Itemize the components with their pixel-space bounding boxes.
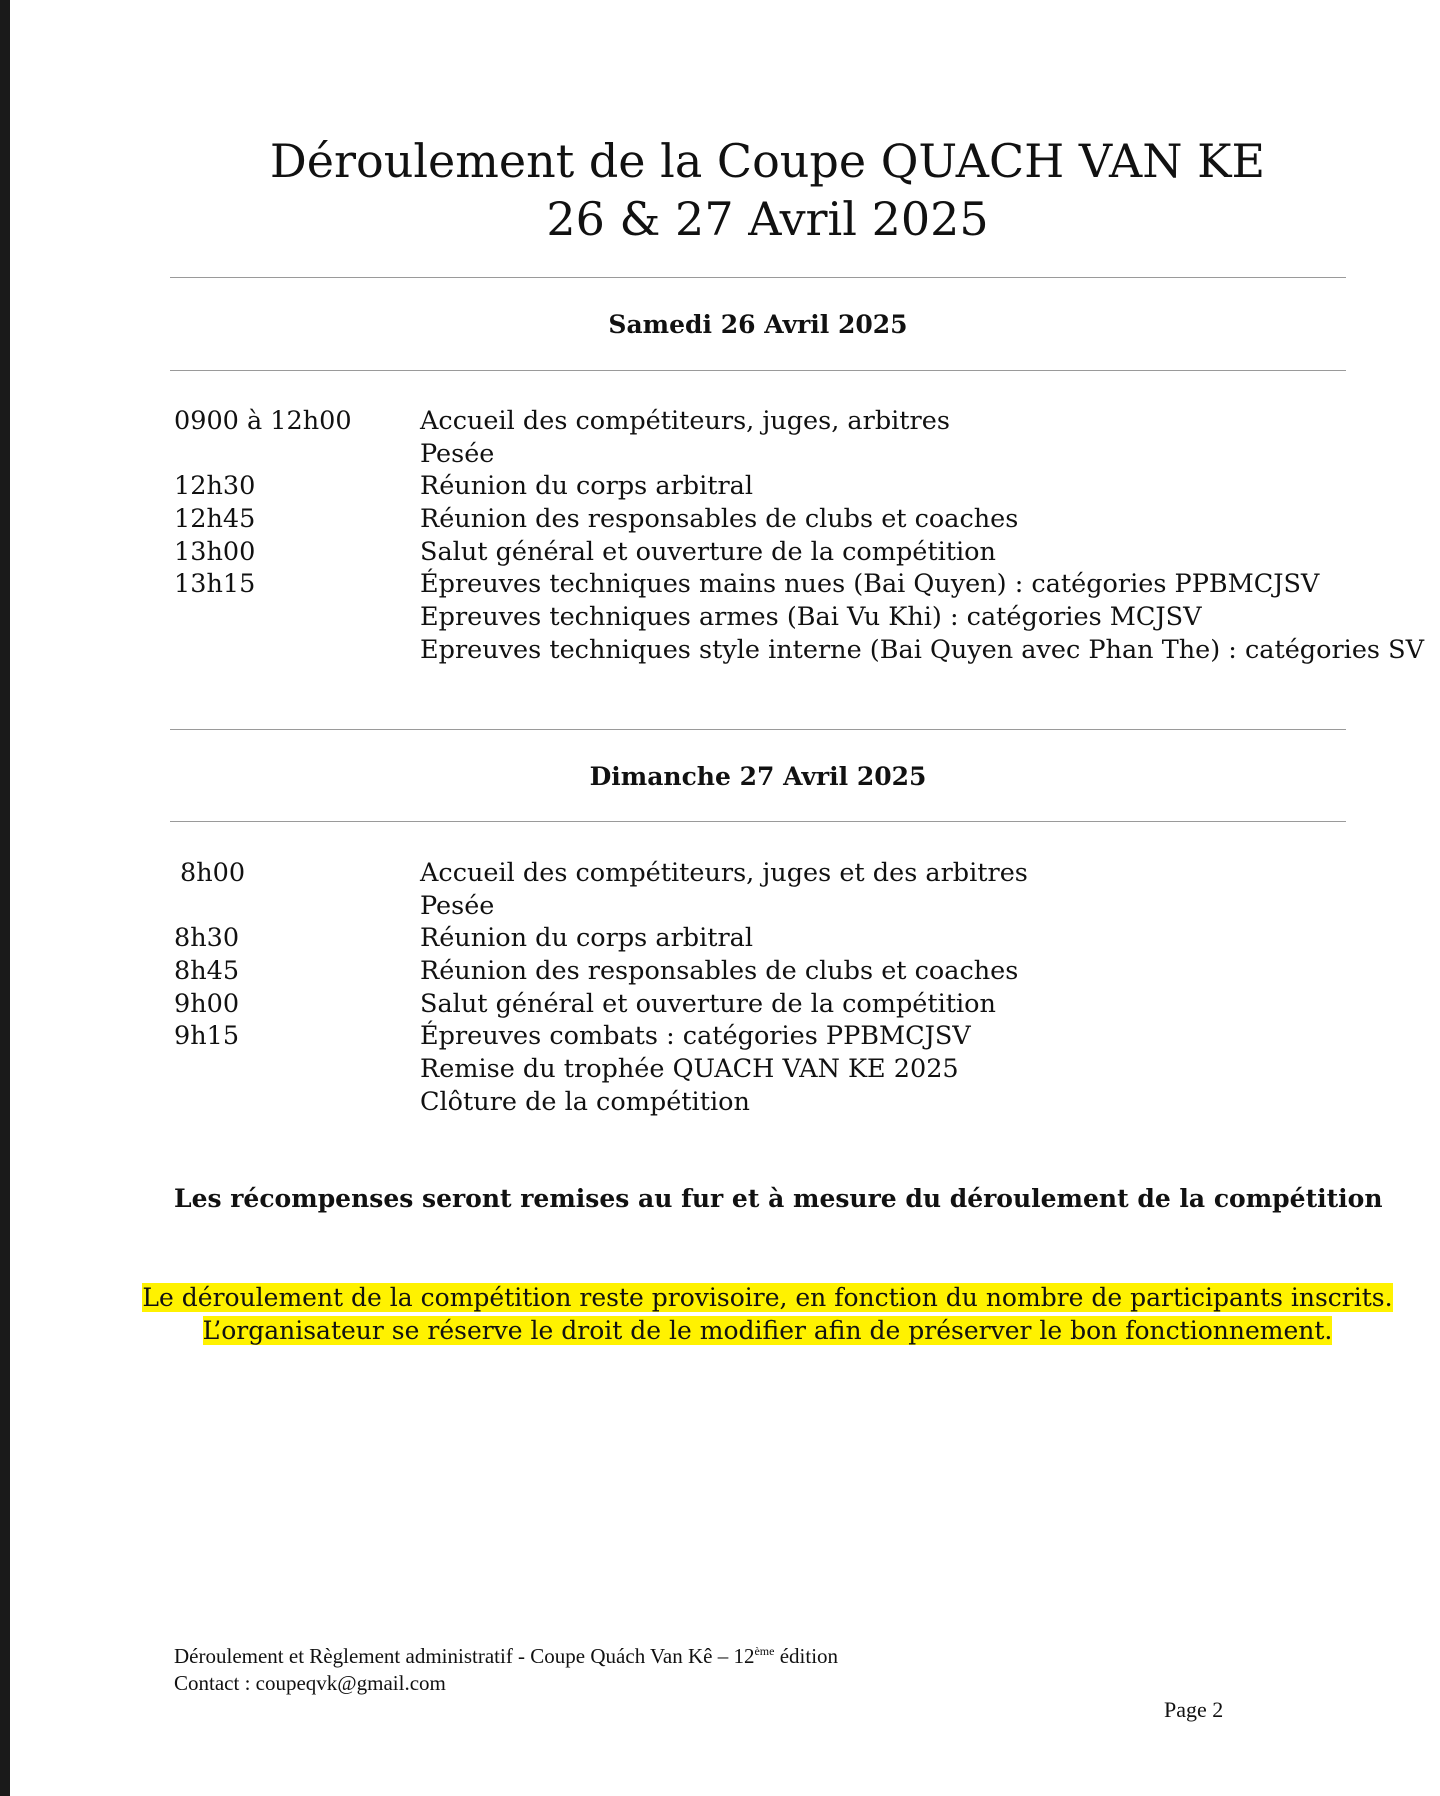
schedule-row	[10, 503, 1440, 536]
schedule-activity: Remise du trophée QUACH VAN KE 2025	[420, 1054, 959, 1085]
sunday-schedule	[10, 857, 1440, 1119]
schedule-activity: Epreuves techniques armes (Bai Vu Khi) : catégories MCJSV	[420, 602, 1202, 633]
footer-ordinal-suffix: ème	[754, 1644, 775, 1658]
rewards-note: Les récompenses seront remises au fur et à mesure du déroulement de la compétition	[174, 1184, 1383, 1213]
schedule-activity: Épreuves techniques mains nues (Bai Quyen) : catégories PPBMCJSV	[420, 569, 1320, 600]
schedule-activity: Réunion du corps arbitral	[420, 923, 754, 954]
schedule-row	[10, 857, 1440, 890]
schedule-activity: Clôture de la compétition	[420, 1086, 750, 1117]
page-footer	[174, 1643, 838, 1697]
schedule-row	[10, 1020, 1440, 1053]
schedule-activity: Réunion des responsables de clubs et coaches	[420, 504, 1019, 535]
schedule-row	[10, 568, 1440, 601]
schedule-time: 13h00	[174, 536, 256, 567]
schedule-row	[10, 536, 1440, 569]
divider	[170, 729, 1346, 730]
disclaimer-line-1: Le déroulement de la compétition reste provisoire, en fonction du nombre de participants inscrits.	[142, 1283, 1393, 1312]
schedule-row	[10, 1053, 1440, 1086]
schedule-activity: Salut général et ouverture de la compétition	[420, 988, 996, 1019]
footer-title: Déroulement et Règlement administratif - Coupe Quách Van Kê – 12	[174, 1644, 755, 1668]
schedule-activity: Pesée	[420, 438, 495, 469]
schedule-row	[10, 470, 1440, 503]
divider	[170, 277, 1346, 278]
provisional-disclaimer	[10, 1282, 1440, 1347]
page-number: Page 2	[1164, 1697, 1224, 1722]
schedule-activity: Accueil des compétiteurs, juges, arbitres	[420, 406, 950, 436]
schedule-activity: Accueil des compétiteurs, juges et des arbitres	[420, 858, 1028, 888]
schedule-time: 8h00	[180, 858, 246, 888]
document-page	[10, 0, 1440, 1796]
title-line-1: Déroulement de la Coupe QUACH VAN KE	[269, 134, 1266, 188]
divider	[170, 370, 1346, 371]
schedule-row	[10, 922, 1440, 955]
saturday-heading: Samedi 26 Avril 2025	[608, 310, 908, 339]
schedule-row	[10, 890, 1440, 923]
schedule-activity: Réunion des responsables de clubs et coaches	[420, 956, 1019, 987]
title-line-2: 26 & 27 Avril 2025	[546, 192, 989, 246]
schedule-activity: Épreuves combats : catégories PPBMCJSV	[420, 1021, 971, 1052]
schedule-activity: Salut général et ouverture de la compétition	[420, 536, 996, 567]
schedule-time: 8h45	[174, 956, 240, 987]
schedule-time: 12h45	[174, 504, 256, 535]
footer-contact: Contact : coupeqvk@gmail.com	[174, 1671, 446, 1695]
footer-title-line	[174, 1643, 838, 1670]
saturday-schedule	[10, 405, 1440, 667]
document-title	[10, 132, 1440, 248]
schedule-activity: Pesée	[420, 890, 495, 921]
divider	[170, 821, 1346, 822]
schedule-activity: Epreuves techniques style interne (Bai Quyen avec Phan The) : catégories SV	[420, 634, 1424, 665]
schedule-time: 9h00	[174, 988, 240, 1019]
schedule-row	[10, 405, 1440, 438]
schedule-row	[10, 634, 1440, 667]
schedule-time: 12h30	[174, 471, 256, 502]
schedule-row	[10, 438, 1440, 471]
page-left-edge	[0, 0, 10, 1796]
sunday-heading: Dimanche 27 Avril 2025	[589, 762, 927, 791]
schedule-row	[10, 955, 1440, 988]
schedule-time: 8h30	[174, 923, 240, 954]
schedule-time: 9h15	[174, 1021, 240, 1052]
disclaimer-line-2: L’organisateur se réserve le droit de le modifier afin de préserver le bon fonctionnement.	[202, 1315, 1333, 1345]
schedule-row	[10, 601, 1440, 634]
schedule-time: 0900 à 12h00	[174, 406, 352, 436]
footer-edition: édition	[774, 1644, 839, 1668]
schedule-activity: Réunion du corps arbitral	[420, 471, 754, 502]
schedule-row	[10, 1086, 1440, 1119]
schedule-time: 13h15	[174, 569, 256, 600]
schedule-row	[10, 988, 1440, 1021]
